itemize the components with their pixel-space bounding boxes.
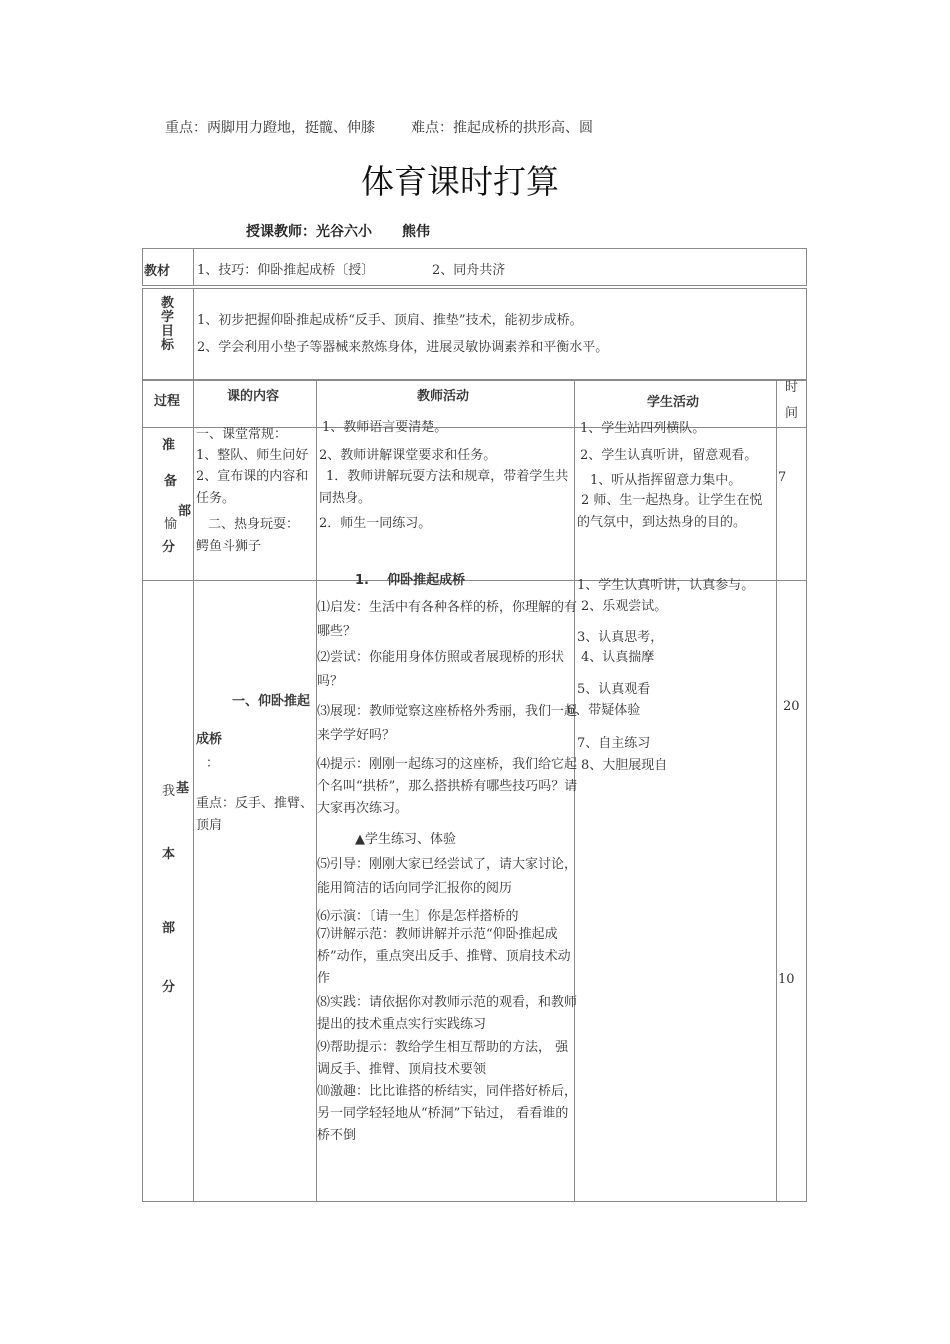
- goals-label-char: 目: [161, 324, 175, 339]
- prep-label-char: 部: [178, 504, 192, 519]
- col-header-process: 过程: [154, 394, 181, 409]
- prep-content-line: 二、热身玩耍：: [208, 517, 300, 532]
- teacher-step: ⑸引导：刚刚大家已经尝试了，请大家讨论，能用简洁的话向同学汇报你的阅历: [317, 857, 578, 896]
- main-content-colon: ：: [206, 756, 220, 771]
- goals-row: [142, 288, 807, 380]
- teacher-step: ⑽激趣：比比谁搭的桥结实，同伴搭好桥后，另一同学轻轻地从“桥洞”下钻过， 看看谁的桥不倒: [317, 1084, 578, 1143]
- goal-1: 1、初步把握仰卧推起成桥“反手、顶肩、推垫”技术，能初步成桥。: [197, 313, 583, 328]
- col-header-time-1: 时: [785, 380, 799, 395]
- goals-label-char: 标: [161, 338, 175, 353]
- teacher-step: ⑶展现：教师觉察这座桥格外秀丽，我们一起来学学好吗？: [317, 704, 578, 743]
- material-item-1: 1、技巧：仰卧推起成桥〔授〕: [197, 263, 375, 278]
- prep-student-line: 1、听从指挥留意力集中。: [590, 473, 742, 488]
- student-step: 7、自主练习: [577, 736, 651, 751]
- student-step: 1、学生认真听讲，认真参与。: [577, 578, 755, 593]
- teacher-step: ⑹示演：〔请一生〕你是怎样搭桥的: [317, 909, 519, 924]
- prep-label-char: 备: [164, 474, 178, 489]
- prep-label-char: 准: [162, 438, 176, 453]
- main-label-char: 部: [162, 921, 176, 936]
- main-label-char: 分: [162, 980, 176, 995]
- goals-label-char: 学: [161, 310, 175, 325]
- prep-time: 7: [778, 470, 787, 485]
- main-teacher-title: 1. 仰卧推起成桥: [355, 573, 466, 588]
- main-content-title-1: 一、仰卧推起: [232, 694, 311, 709]
- col-header-teacher: 教师活动: [417, 389, 470, 404]
- teacher-step: ⑻实践：请依据你对教师示范的观看，和教师提出的技术重点实行实践练习: [317, 995, 578, 1032]
- teacher-name: 熊伟: [402, 224, 430, 240]
- teacher-step: ⑷提示：刚刚一起练习的这座桥，我们给它起个名叫“拱桥”，那么搭拱桥有哪些技巧吗？请大家再次练习。: [317, 757, 578, 816]
- teacher-step: ⑵尝试：你能用身体仿照或者展现桥的形状吗？: [317, 650, 565, 689]
- teacher-step: ⑼帮助提示：教给学生相互帮助的方法， 强调反手、推臂、顶肩技术要领: [317, 1040, 569, 1077]
- prep-label-char: 分: [162, 540, 176, 555]
- prep-content-line: 2、宣布课的内容和任务。: [196, 469, 309, 506]
- main-time-1: 20: [783, 699, 800, 714]
- teacher-step: ⑴启发：生活中有各种各样的桥，你理解的有哪些？: [317, 600, 578, 639]
- teacher-step: ▲学生练习、体验: [355, 832, 456, 847]
- prep-student-line: 2、学生认真听讲，留意观看。: [580, 448, 758, 463]
- material-label: 教材: [144, 264, 171, 279]
- main-time-2: 10: [778, 972, 795, 987]
- prep-teacher-line: 1、教师语言要清楚。: [322, 420, 448, 435]
- page-title: 体育课时打算: [361, 162, 559, 201]
- prep-content-line: 一、课堂常规：: [196, 427, 288, 442]
- prep-teacher-line: 1．教师讲解玩耍方法和规章，带着学生共同热身。: [319, 469, 569, 506]
- key-point-text: 重点：两脚用力蹬地，挺髋、伸膝: [165, 120, 375, 136]
- col-header-time-2: 间: [785, 406, 799, 421]
- goal-2: 2、学会利用小垫子等器械来熬炼身体，进展灵敏协调素养和平衡水平。: [197, 340, 609, 355]
- prep-content-line: 鳄鱼斗狮子: [196, 539, 262, 554]
- goals-label-char: 教: [161, 296, 175, 311]
- material-item-2: 2、同舟共济: [432, 263, 506, 278]
- student-step: 2、乐观尝试。: [581, 599, 668, 614]
- student-step: 5、认真观看: [577, 682, 651, 697]
- student-step: 6、带疑体验: [567, 703, 641, 718]
- student-step: 4、认真揣摩: [581, 650, 655, 665]
- main-content-title-2: 成桥: [196, 732, 223, 747]
- key-points-line: [165, 117, 593, 137]
- prep-content-line: 1、整队、师生问好: [196, 448, 309, 463]
- main-label-char: 基: [176, 781, 190, 796]
- col-header-student: 学生活动: [647, 395, 700, 410]
- teacher-line: [246, 221, 430, 241]
- main-label-char: 我: [162, 784, 176, 799]
- prep-teacher-line: 2．师生一同练习。: [319, 516, 432, 531]
- student-step: 8、大胆展现自: [581, 758, 668, 773]
- main-content-key: 重点：反手、推臂、顶肩: [196, 796, 314, 833]
- prep-student-line: 2 师、生一起热身。让学生在悦的气氛中，到达热身的目的。: [577, 493, 763, 530]
- prep-label-char: 愉: [164, 517, 178, 532]
- student-step: 3、认真思考，: [577, 630, 664, 645]
- prep-teacher-line: 2、教师讲解课堂要求和任务。: [319, 448, 497, 463]
- teacher-step: ⑺讲解示范：教师讲解并示范“仰卧推起成桥”动作，重点突出反手、推臂、顶肩技术动作: [317, 927, 571, 986]
- prep-student-line: 1、学生站四列横队。: [580, 421, 706, 436]
- col-header-content: 课的内容: [227, 389, 280, 404]
- main-label-char: 本: [162, 847, 176, 862]
- teacher-label: 授课教师：光谷六小: [246, 224, 372, 240]
- difficult-point-text: 难点：推起成桥的拱形高、圆: [411, 120, 593, 136]
